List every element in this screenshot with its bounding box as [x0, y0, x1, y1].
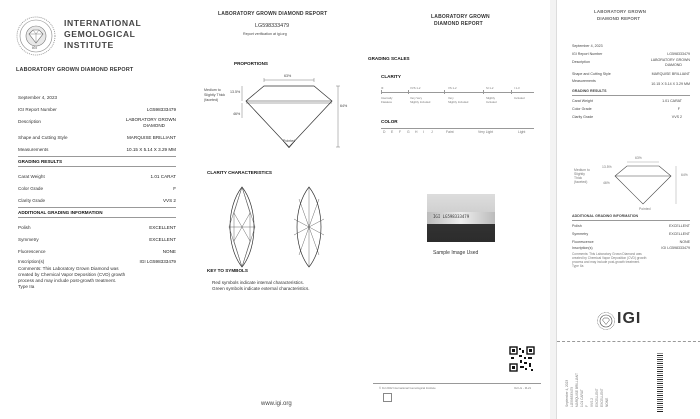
clarity-scale-heading: CLARITY [381, 74, 401, 79]
stub-line: LG598333479 [570, 386, 574, 407]
clarity-grade: IF [381, 86, 384, 90]
sheet3-symmetry-label: Symmetry [572, 232, 589, 236]
clarity-desc: Included [514, 96, 525, 100]
footer-line [373, 383, 541, 384]
sample-caption: Sample Image Used [433, 250, 479, 256]
sheet3-girdle-label: Slightly [574, 172, 585, 176]
comments-line: created by Chemical Vapor Deposition (CVD) growth [18, 272, 126, 277]
stub-line: NONE [605, 397, 609, 407]
symmetry-label: Symmetry [18, 237, 39, 242]
color-desc: Very Light [478, 130, 494, 134]
stub-line: EXCELLENT [595, 388, 599, 407]
fluorescence-value: NONE [162, 249, 176, 254]
sheet3-clarity-value: VVS 2 [671, 115, 682, 119]
key-line: Green symbols indicate external characteristics. [212, 286, 310, 291]
scale-tick [408, 90, 409, 94]
shape-value: MARQUISE BRILLIANT [126, 135, 176, 140]
shape-label: Shape and Cutting Style [18, 135, 68, 140]
depth-percent: 64% [340, 104, 348, 108]
rotated-stub [565, 345, 695, 415]
sheet3-clarity-label: Clarity Grade [572, 115, 594, 119]
marquise-crown-plot-icon [220, 187, 264, 267]
footer-seal-icon [383, 393, 392, 402]
description-value-2: DIAMOND [143, 123, 165, 128]
verification-note: Report verification at igi.org [243, 32, 287, 36]
igi-logo-text: IGI [617, 310, 642, 327]
sheet3-report-number-value: LG598333479 [667, 52, 690, 56]
main-report-sheet [0, 0, 198, 419]
sheet3-measurements-label: Measurements [572, 79, 596, 83]
scale-tick [483, 90, 484, 94]
sheet3-comments-line: Type IIa [572, 264, 584, 268]
qr-code-icon [509, 346, 535, 372]
polish-label: Polish [18, 225, 31, 230]
culet-label: Pointed [283, 139, 296, 143]
sheet3-additional-heading: ADDITIONAL GRADING INFORMATION [572, 214, 639, 218]
divider [572, 220, 690, 221]
clarity-value: VVS 2 [162, 198, 176, 203]
measurements-value: 10.15 X 5.14 X 3.29 MM [126, 147, 176, 152]
sheet3-inscription-value: IGI LG598333479 [661, 246, 690, 250]
sheet3-date: September 4, 2023 [572, 44, 603, 48]
color-grade: D [383, 130, 386, 134]
sheet3-girdle-label: (faceted) [574, 180, 588, 184]
sheet3-comments-line: process and may include post-growth treatment. [572, 260, 641, 264]
girdle-label: Slightly Thick [204, 93, 226, 97]
sheet3-pavilion-percent: 46% [603, 181, 610, 185]
sheet2-header-right-1: LABORATORY GROWN [431, 14, 490, 20]
divider [18, 217, 176, 218]
sheet3-girdle-label: Thick [574, 176, 583, 180]
clarity-desc: Slightly Included [410, 100, 431, 104]
clarity-desc: Very Very [410, 96, 422, 100]
polish-value: EXCELLENT [149, 225, 176, 230]
sheet3-measurements-value: 10.15 X 5.14 X 3.29 MM [651, 82, 690, 86]
org-name-line3: INSTITUTE [64, 40, 114, 50]
clarity-grade: VS 1-2 [448, 86, 457, 90]
clarity-desc: Slightly [486, 96, 496, 100]
girdle-label: Medium to [204, 88, 221, 92]
sheet3-depth-percent: 64% [681, 173, 688, 177]
key-line: Red symbols indicate internal characteristics. [212, 280, 304, 285]
color-scale-line [381, 128, 534, 129]
sheet3-fluorescence-label: Fluorescence [572, 240, 594, 244]
scale-tick [381, 90, 382, 94]
color-grade: I [423, 130, 424, 134]
sheet3-shape-label: Shape and Cutting Style [572, 72, 611, 76]
color-grade: F [399, 130, 402, 134]
divider [18, 156, 176, 157]
proportions-heading: PROPORTIONS [234, 61, 268, 66]
sheet3-color-label: Color Grade [572, 107, 592, 111]
scale-tick [511, 90, 512, 94]
comments-line: Comments: This Laboratory Grown Diamond was [18, 266, 119, 271]
sheet3-comments-line: Comments: This Laboratory Grown Diamond was [572, 252, 642, 256]
color-grade: J [431, 130, 433, 134]
color-desc: Light [518, 130, 526, 134]
color-grade: H [415, 130, 418, 134]
color-value: F [173, 186, 176, 191]
comments-line: process and may include post-growth treatment. [18, 278, 117, 283]
sheet3-header-2: DIAMOND REPORT [597, 16, 641, 21]
clarity-characteristics-heading: CLARITY CHARACTERISTICS [207, 170, 272, 175]
grading-scales-heading: GRADING SCALES [368, 56, 410, 61]
report-number-value: LG598333479 [146, 107, 176, 112]
sheet3-description-value-2: DIAMOND [665, 63, 682, 67]
org-name-line1: INTERNATIONAL [64, 18, 142, 28]
divider [18, 166, 176, 167]
color-desc: Faint [446, 130, 454, 134]
sheet3-girdle-label: Medium to [574, 168, 590, 172]
sheet3-symmetry-value: EXCELLENT [669, 232, 690, 236]
sheet3-polish-value: EXCELLENT [669, 224, 690, 228]
stub-line: F [585, 405, 589, 407]
sheet3-proportions-diagram [613, 158, 683, 208]
footer-url[interactable]: www.igi.org [261, 401, 292, 407]
report-title: LABORATORY GROWN DIAMOND REPORT [16, 67, 134, 73]
marquise-pavilion-plot-icon [287, 187, 331, 267]
comments-line: Type IIa [18, 284, 35, 289]
scale-tick [444, 90, 445, 94]
sheet3-carat-label: Carat Weight [572, 99, 593, 103]
carat-value: 1.01 CARAT [150, 174, 176, 179]
clarity-desc: Slightly Included [448, 100, 469, 104]
color-grade: G [407, 130, 410, 134]
clarity-desc: Internally [381, 96, 393, 100]
description-value: LABORATORY GROWN [125, 117, 176, 122]
sample-photo [427, 194, 495, 242]
report-number-label: IGI Report Number [18, 107, 57, 112]
fluorescence-label: Fluorescence [18, 249, 46, 254]
sheet3-carat-value: 1.01 CARAT [662, 99, 682, 103]
carat-label: Carat Weight [18, 174, 45, 179]
sheet3-fluorescence-value: NONE [679, 240, 690, 244]
sheet3-description-label: Description [572, 60, 590, 64]
sheet3-crown-percent: 13.5% [602, 165, 612, 169]
color-label: Color Grade [18, 186, 44, 191]
sheet3-inscription-label: Inscription(s) [572, 246, 593, 250]
grading-results-heading: GRADING RESULTS [18, 159, 63, 164]
clarity-grade: I 1-3 [514, 86, 520, 90]
measurements-label: Measurements [18, 147, 49, 152]
stub-line: 1.01 CARAT [580, 389, 584, 407]
photo-inscription: IGI LG598333479 [433, 214, 470, 219]
clarity-grade: VVS 1-2 [410, 86, 421, 90]
seal-label: IGI [32, 46, 37, 50]
stub-barcode [657, 352, 663, 412]
wallet-card-sheet [556, 0, 700, 419]
sheet3-description-value: LABORATORY GROWN [650, 58, 690, 62]
crown-percent: 13.5% [230, 90, 241, 94]
description-label: Description [18, 119, 41, 124]
clarity-grade: SI 1-2 [486, 86, 494, 90]
girdle-label: (faceted) [204, 98, 219, 102]
clarity-desc: Flawless [381, 100, 392, 104]
sheet3-report-number-label: IGI Report Number [572, 52, 603, 56]
org-name-line2: GEMOLOGICAL [64, 29, 136, 39]
sheet3-comments-line: created by Chemical Vapor Deposition (CVD) growth [572, 256, 647, 260]
stub-line: EXCELLENT [600, 388, 604, 407]
sheet3-shape-value: MARQUISE BRILLIANT [651, 72, 690, 76]
sheet2-report-number: LG598333479 [255, 23, 290, 29]
sheet3-culet-label: Pointed [639, 207, 651, 211]
color-grade: E [391, 130, 394, 134]
symmetry-value: EXCELLENT [149, 237, 176, 242]
divider [18, 207, 176, 208]
sheet3-table-percent: 63% [635, 156, 642, 160]
report-date: September 4, 2023 [18, 95, 58, 100]
inscription-label: Inscription(s) [18, 259, 45, 264]
sheet3-polish-label: Polish [572, 224, 582, 228]
clarity-desc: Very [448, 96, 454, 100]
sheet3-grading-heading: GRADING RESULTS [572, 89, 607, 93]
sheet2-header: LABORATORY GROWN DIAMOND REPORT [218, 11, 328, 17]
details-sheet [198, 0, 550, 419]
igi-seal-icon [16, 16, 56, 56]
clarity-desc: Included [486, 100, 497, 104]
key-to-symbols-heading: KEY TO SYMBOLS [207, 268, 248, 273]
divider [572, 95, 690, 96]
sheet3-color-value: F [677, 107, 680, 111]
footer-copyright: © IGI 2022 International Gemological Institute [379, 386, 436, 390]
clarity-label: Clarity Grade [18, 198, 46, 203]
stub-line: VVS 2 [590, 397, 594, 407]
sheet2-header-right-2: DIAMOND REPORT [434, 21, 483, 27]
inscription-value: IGI LG598333479 [139, 259, 176, 264]
proportions-diagram [242, 72, 352, 152]
stub-line: September 4, 2023 [565, 379, 569, 407]
footer-code: IGI LG - M-21 [514, 386, 532, 390]
sheet3-header-1: LABORATORY GROWN [594, 9, 647, 14]
igi-logo-icon [597, 312, 615, 330]
pavilion-percent: 46% [233, 112, 241, 116]
table-percent: 63% [284, 74, 292, 78]
color-scale-heading: COLOR [381, 119, 398, 124]
additional-heading: ADDITIONAL GRADING INFORMATION [18, 210, 103, 215]
stub-line: MARQUISE BRILLIANT [575, 372, 579, 407]
